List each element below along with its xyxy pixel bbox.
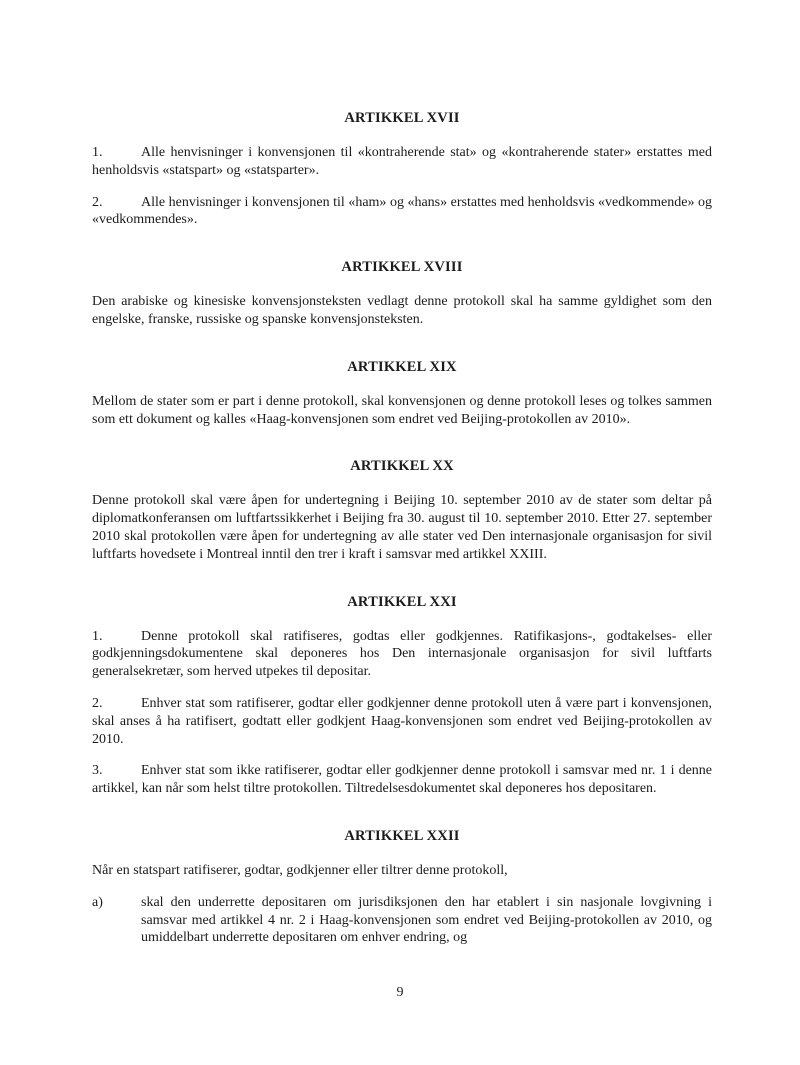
article-heading-xviii: ARTIKKEL XVIII bbox=[341, 259, 463, 276]
paragraph-text: Enhver stat som ikke ratifiserer, godtar eller godkjenner denne protokoll i samsvar med nr. 1 i denne artikkel, kan når som helst tiltre protokollen. Tiltredelsesdokumentet skal deponeres hos depositaren. bbox=[92, 763, 712, 797]
paragraph-number: 3. bbox=[92, 763, 103, 779]
section-artikkel-xviii bbox=[92, 259, 712, 329]
section-artikkel-xxi bbox=[92, 594, 712, 798]
section-artikkel-xvii bbox=[92, 110, 712, 229]
page-number: 9 bbox=[396, 985, 404, 1000]
list-item bbox=[92, 894, 712, 947]
paragraph bbox=[92, 293, 712, 329]
paragraph bbox=[92, 628, 712, 681]
list-item-text: skal den underrette depositaren om jurisdiksjonen den har etablert i sin nasjonale lovgivning i samsvar med artikkel 4 nr. 2 i Haag-konvensjonen som endret ved Beijing-protokollen av 2010, og umiddelbart underrette depositaren om enhver endring, og bbox=[141, 894, 712, 946]
paragraph bbox=[92, 762, 712, 798]
article-heading-xvii: ARTIKKEL XVII bbox=[344, 110, 460, 126]
section-artikkel-xxii bbox=[92, 828, 712, 947]
paragraph-number: 2. bbox=[92, 695, 103, 711]
section-artikkel-xx bbox=[92, 458, 712, 563]
paragraph bbox=[92, 492, 712, 563]
paragraph-text: Alle henvisninger i konvensjonen til «kontraherende stat» og «kontraherende stater» erstattes med henholdsvis «statspart» og «statsparter». bbox=[92, 145, 712, 178]
paragraph-text: Den arabiske og kinesiske konvensjonsteksten vedlagt denne protokoll skal ha samme gyldighet som den engelske, franske, russiske og spanske konvensjonsteksten. bbox=[92, 294, 712, 327]
paragraph-text: Alle henvisninger i konvensjonen til «ham» og «hans» erstattes med henholdsvis «vedkommende» og «vedkommendes». bbox=[92, 194, 712, 228]
paragraph-number: 1. bbox=[92, 628, 103, 644]
paragraph bbox=[92, 695, 712, 748]
paragraph-text: Når en statspart ratifiserer, godtar, godkjenner eller tiltrer denne protokoll, bbox=[92, 862, 508, 878]
section-artikkel-xix bbox=[92, 359, 712, 429]
paragraph-text: Denne protokoll skal ratifiseres, godtas eller godkjennes. Ratifikasjons-, godtakelses- eller godkjenningsdokumentene skal deponeres hos Den internasjonale organisasjon for sivil luftfarts generalsekretær, som herved utpekes til depositar. bbox=[92, 628, 712, 680]
paragraph-number: 2. bbox=[92, 194, 103, 210]
paragraph-text: Mellom de stater som er part i denne protokoll, skal konvensjonen og denne protokoll leses og tolkes sammen som ett dokument og kalles «Haag-konvensjonen som endret ved Beijing-protokollen av 2010». bbox=[92, 393, 712, 427]
article-heading-xx: ARTIKKEL XX bbox=[350, 458, 454, 475]
article-heading-xix: ARTIKKEL XIX bbox=[347, 358, 457, 375]
paragraph-number: 1. bbox=[92, 145, 103, 160]
paragraph bbox=[92, 862, 712, 880]
article-heading-xxii: ARTIKKEL XXII bbox=[344, 827, 460, 844]
article-heading-xxi: ARTIKKEL XXI bbox=[347, 593, 457, 610]
paragraph bbox=[92, 194, 712, 230]
paragraph-text: Enhver stat som ratifiserer, godtar eller godkjenner denne protokoll uten å være part i konvensjonen, skal anses å ha ratifisert, godtatt eller godkjent Haag-konvensjonen som endret ved Beijing-protokollen av 2010. bbox=[92, 695, 712, 747]
paragraph bbox=[92, 144, 712, 180]
paragraph bbox=[92, 393, 712, 429]
list-item-marker: a) bbox=[92, 894, 103, 910]
paragraph-text: Denne protokoll skal være åpen for undertegning i Beijing 10. september 2010 av de stater som deltar på diplomatkonferansen om luftfartssikkerhet i Beijing fra 30. august til 10. september 2010. Etter 27. september 2010 skal protokollen være åpen for undertegning av alle stater ved Den internasjonale organisasjon for sivil luftfarts hovedsete i Montreal inntil den trer i kraft i samsvar med artikkel XXIII. bbox=[92, 493, 712, 562]
